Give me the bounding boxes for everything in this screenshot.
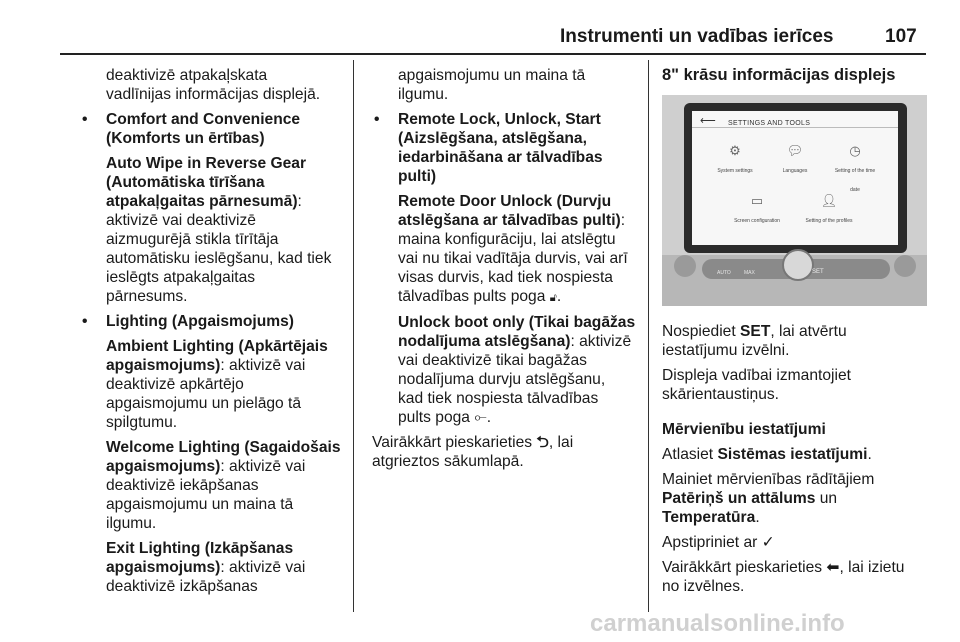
text-line: Nospiediet (662, 323, 741, 340)
list-item-comfort (82, 110, 346, 306)
text-line: visas durvis, kad tiek nospiesta (398, 269, 613, 286)
text-line: , lai izietu (839, 559, 905, 576)
continuation-text (106, 66, 346, 104)
bullet-icon: • (374, 111, 380, 128)
text-line: : aktivizē vai (220, 357, 306, 374)
text-line: Displeja vadībai izmantojiet (662, 367, 851, 384)
option-description (106, 337, 346, 432)
page-number: 107 (885, 26, 917, 47)
option-description: Remote Door Unlock (Durvju atslēgšana ar tālvadības pulti): maina konfigurāciju, lai atslēgtu vai nu tikai vadītāja durvis, vai arī visas durvis, kad tiek nospiesta tālvadības pults poga 🔓︎. (398, 193, 628, 305)
header-rule (60, 53, 926, 55)
option-description (106, 539, 346, 596)
text-line: deaktivizē atpakaļskata (106, 67, 268, 84)
text-line: ieslēgts atpakaļgaitas (106, 269, 256, 286)
text-line: un (815, 490, 838, 507)
display-photo (662, 95, 927, 306)
text-colon: : (620, 212, 626, 229)
tile-label: Setting of the profiles (805, 218, 853, 224)
text-line: vadlīnijas informācijas displejā. (106, 86, 321, 103)
text-line: spilgtumu. (106, 414, 178, 431)
text-line: skārientaustiņus. (662, 386, 780, 403)
watermark: carmanualsonline.info (590, 610, 845, 637)
text-line: . (755, 509, 760, 526)
option-name: apgaismojums) (106, 357, 221, 374)
screen-icon: ▭ (750, 193, 764, 208)
text-line: aizmugurējā stikla tīrītāja (106, 231, 279, 248)
paragraph (662, 533, 932, 552)
paragraph (662, 366, 932, 404)
text-line: (Komforts un ērtības) (106, 130, 265, 147)
text-line: Apstipriniet ar (662, 534, 762, 551)
text-line: ilgumu. (106, 515, 157, 532)
text-line: : aktivizē vai (220, 559, 306, 576)
paragraph (662, 322, 932, 360)
back-arrow-icon: ⟵ (700, 115, 716, 127)
display-screen (692, 111, 898, 245)
tile-label: Languages (782, 168, 808, 174)
set-button-label: SET (812, 269, 824, 275)
column-2 (372, 66, 643, 477)
button-label-max: MAX (744, 270, 755, 276)
text-line: vai deaktivizē tikai bagāžas (398, 352, 587, 369)
text-colon: : (297, 193, 302, 210)
screen-top-bar (692, 111, 898, 128)
text-line: : aktivizē vai (220, 458, 306, 475)
text-line: maina konfigurāciju, lai atslēgtu (398, 231, 616, 248)
list-item-title: Lighting (Apgaismojums) (106, 313, 294, 330)
text-line: iestatījumu izvēlni. (662, 342, 790, 359)
tile-languages (770, 141, 820, 181)
text-line: Mainiet mērvienības rādītājiem (662, 471, 875, 488)
hazard-button-right (894, 255, 916, 277)
setting-name: Temperatūra (662, 509, 756, 526)
option-name: Exit Lighting (Izkāpšanas (106, 540, 294, 557)
column-1 (82, 66, 346, 602)
option-name: apgaismojums) (106, 458, 221, 475)
setting-name: Patēriņš un attālums (662, 490, 816, 507)
person-icon: 👤︎ (820, 193, 838, 208)
boot-open-icon: ⟜ (474, 408, 487, 426)
paragraph (662, 445, 932, 464)
text-line: Remote Lock, Unlock, Start (398, 111, 601, 128)
checkmark-icon: ✓ (761, 533, 775, 551)
tile-screen-config (732, 191, 782, 231)
menu-name: Sistēmas iestatījumi (717, 446, 868, 463)
volume-knob (782, 249, 814, 281)
column-divider-2 (648, 60, 649, 612)
text-line: , lai (548, 434, 574, 451)
text-line: aktivizē vai deaktivizē (106, 212, 256, 229)
text-line: . (867, 446, 872, 463)
text-line: iedarbināšana ar tālvadības pulti) (398, 149, 603, 185)
hazard-button-left (674, 255, 696, 277)
option-description (106, 438, 346, 533)
gear-icon: ⚙ (729, 143, 741, 158)
back-icon: ⮌ (536, 433, 549, 451)
list-item-remote (374, 110, 643, 427)
text-line: apgaismojumu un maina tā (398, 67, 586, 84)
tile-profiles (804, 191, 854, 231)
bullet-icon: • (82, 111, 88, 128)
option-name: atslēgšana ar tālvadības pulti) (398, 212, 621, 229)
text-line: apgaismojumu un maina tā (106, 496, 294, 513)
tile-system-settings (710, 141, 760, 181)
speech-bubble-icon: 💬︎ (786, 143, 804, 158)
option-name: Remote Door Unlock (Durvju (398, 193, 612, 210)
text-line: Comfort and Convenience (106, 111, 301, 128)
bullet-icon: • (82, 313, 88, 330)
section-title: 8" krāsu informācijas displejs (662, 66, 896, 84)
text-line: pārnesums. (106, 288, 188, 305)
option-name: Auto Wipe in Reverse Gear (106, 155, 307, 172)
text-line: nodalījuma durvju atslēgšanu, (398, 371, 606, 388)
list-item-lighting (82, 312, 346, 596)
option-name: Unlock boot only (Tikai bagāžas (398, 314, 636, 331)
text-line: Atlasiet (662, 446, 718, 463)
continuation-text (398, 66, 643, 104)
text-line: deaktivizē iekāpšanas (106, 477, 259, 494)
set-keyword: SET (740, 323, 771, 340)
text-line: pults poga (398, 409, 470, 426)
option-name: apgaismojums) (106, 559, 221, 576)
text-line: , lai atvērtu (770, 323, 847, 340)
option-description: Unlock boot only (Tikai bagāžas nodalījuma atslēgšana): aktivizē vai deaktivizē tikai bagāžas nodalījuma durvju atslēgšanu, kad tiek nospiesta tālvadības pults poga ⟜. (398, 314, 636, 426)
text-line: apgaismojumu un pielāgo tā (106, 395, 302, 412)
option-name: Welcome Lighting (Sagaidošais (106, 439, 341, 456)
option-name: Ambient Lighting (Apkārtējais (106, 338, 328, 355)
text-line: Vairākkārt pieskarieties (662, 559, 827, 576)
text-line: no izvēlnes. (662, 578, 745, 595)
list-item-title (398, 110, 643, 186)
back-instruction (372, 433, 643, 471)
paragraph (662, 470, 932, 527)
button-label-auto: AUTO (717, 270, 731, 276)
text-line: tālvadības pults poga (398, 288, 546, 305)
tile-label: Screen configuration (734, 218, 780, 224)
column-divider-1 (353, 60, 354, 612)
option-name: nodalījuma atslēgšana) (398, 333, 571, 350)
tile-label: Setting of the time date (834, 168, 876, 193)
text-line: atgrieztos sākumlapā. (372, 453, 524, 470)
text-line: vai nu tikai vadītāja durvis, vai arī (398, 250, 628, 267)
back-arrow-icon: ⬅ (826, 558, 840, 576)
list-item-title (106, 110, 346, 148)
text-line: (Aizslēgšana, atslēgšana, (398, 130, 587, 147)
clock-icon: ◷ (849, 143, 861, 158)
text-line: ilgumu. (398, 86, 449, 103)
text-line: Vairākkārt pieskarieties (372, 434, 533, 451)
tile-label: System settings (717, 168, 753, 174)
paragraph (662, 558, 932, 596)
subsection-title: Mērvienību iestatījumi (662, 421, 826, 438)
option-name: (Automātiska tīrīšana (106, 174, 265, 191)
text-line: kad tiek nospiesta tālvadības (398, 390, 599, 407)
option-name: atpakaļgaitas pārnesumā) (106, 193, 298, 210)
unlock-icon: 🔓︎ (549, 291, 557, 304)
text-line: deaktivizē apkārtējo (106, 376, 244, 393)
text-line: deaktivizē izkāpšanas (106, 578, 258, 595)
page-header-title: Instrumenti un vadības ierīces (560, 26, 834, 47)
option-description (106, 154, 346, 306)
column-3 (662, 66, 932, 602)
text-line: automātisku ieslēgšanu, kad tiek (106, 250, 332, 267)
text-line: : aktivizē (570, 333, 632, 350)
screen-title: SETTINGS AND TOOLS (728, 120, 811, 127)
